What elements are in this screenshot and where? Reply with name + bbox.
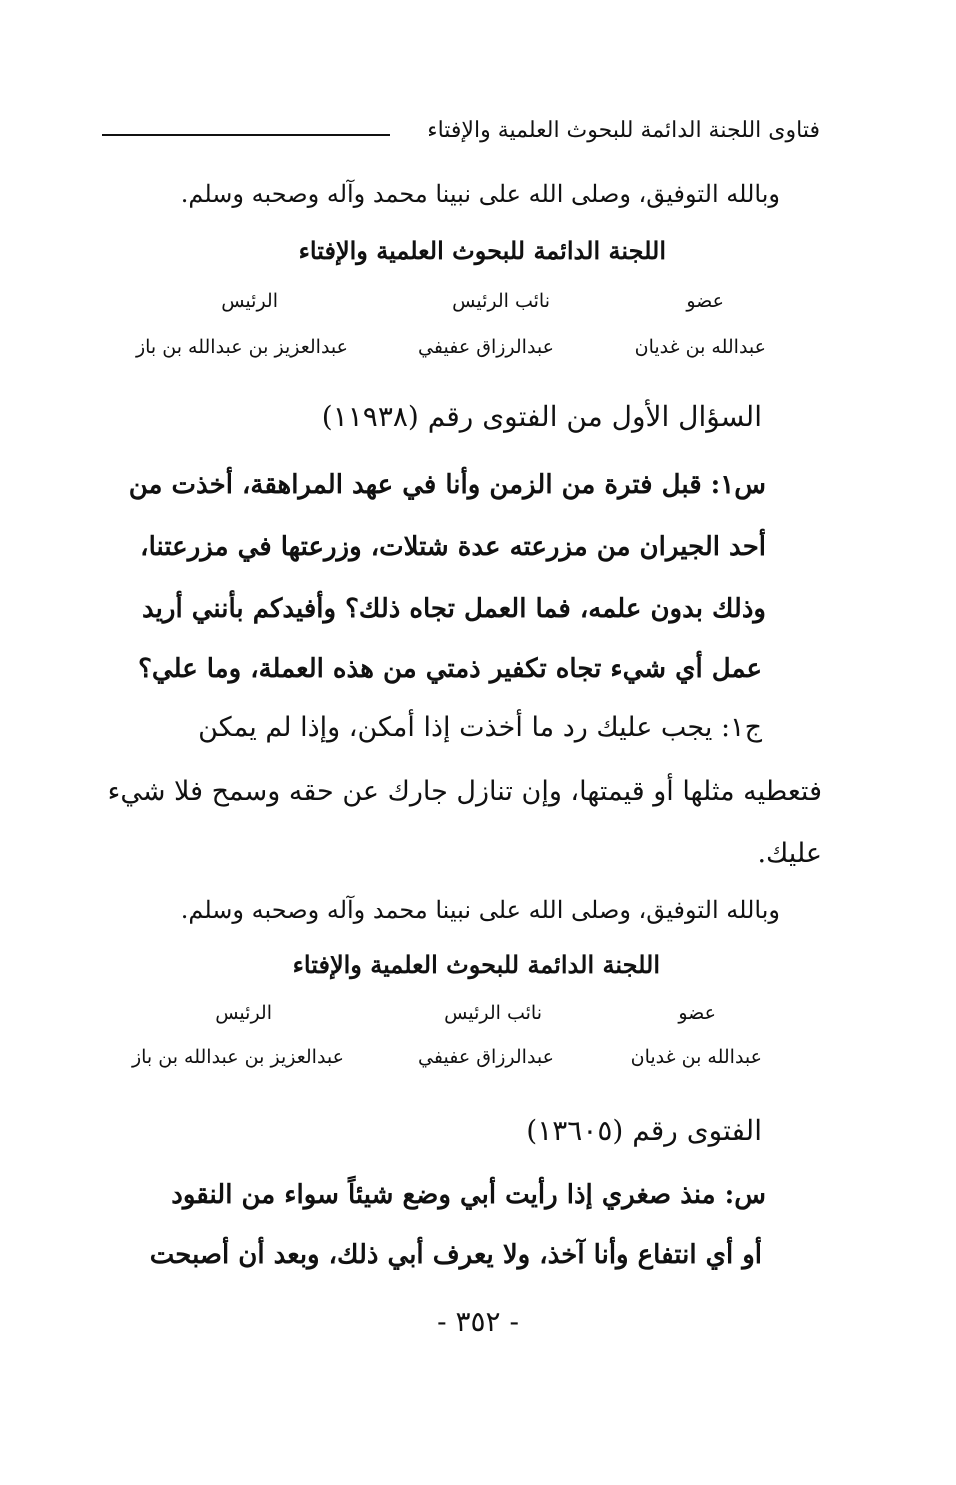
fatwa-heading-1: السؤال الأول من الفتوى رقم (١١٩٣٨) (321, 400, 762, 433)
fatwa-heading-2: الفتوى رقم (١٣٦٠٥) (526, 1114, 762, 1147)
question-1-line-1: س١: قبل فترة من الزمن وأنا في عهد المراهقة، أخذت من (128, 470, 766, 500)
signatory-name-vice-2: عبدالرزاق عفيفي (418, 1046, 554, 1068)
question-2-line-1: س: منذ صغري إذا رأيت أبي وضع شيئاً سواء من النقود (171, 1180, 766, 1210)
signatory-role-member-2: عضو (678, 1002, 716, 1024)
page-number: - ٣٥٢ - (437, 1305, 519, 1338)
signatory-name-chair-1: عبدالعزيز بن عبدالله بن باز (135, 336, 348, 358)
question-1-line-2: أحد الجيران من مزرعته عدة شتلات، وزرعتها في مزرعتنا، (140, 532, 766, 562)
question-1-line-4: عمل أي شيء تجاه تكفير ذمتي من هذه العملة، وما علي؟ (138, 654, 762, 684)
closing-prayer-1: وبالله التوفيق، وصلى الله على نبينا محمد وآله وصحبه وسلم. (180, 180, 780, 208)
closing-prayer-2: وبالله التوفيق، وصلى الله على نبينا محمد وآله وصحبه وسلم. (180, 896, 780, 924)
signatory-name-member-1: عبدالله بن غديان (634, 336, 766, 358)
signatory-role-vice-2: نائب الرئيس (444, 1002, 542, 1024)
signatory-role-chair-1: الرئيس (221, 290, 278, 312)
running-header-rule (102, 134, 390, 136)
answer-1-line-1: ج١: يجب عليك رد ما أخذت إذا أمكن، وإذا لم يمكن (198, 712, 762, 743)
signatory-name-chair-2: عبدالعزيز بن عبدالله بن باز (131, 1046, 344, 1068)
signatory-name-vice-1: عبدالرزاق عفيفي (418, 336, 554, 358)
running-header-title: فتاوى اللجنة الدائمة للبحوث العلمية والإفتاء (427, 118, 820, 143)
committee-name-1: اللجنة الدائمة للبحوث العلمية والإفتاء (298, 236, 666, 265)
answer-1-line-3: عليك. (757, 838, 822, 869)
signatory-name-member-2: عبدالله بن غديان (630, 1046, 762, 1068)
signatory-role-chair-2: الرئيس (215, 1002, 272, 1024)
answer-1-line-2: فتعطيه مثلها أو قيمتها، وإن تنازل جارك عن حقه وسمح فلا شيء (107, 776, 822, 807)
committee-name-2: اللجنة الدائمة للبحوث العلمية والإفتاء (292, 950, 660, 979)
signatory-role-vice-1: نائب الرئيس (452, 290, 550, 312)
question-2-line-2: أو أي انتفاع وأنا آخذ، ولا يعرف أبي ذلك، وبعد أن أصبحت (149, 1240, 762, 1270)
signatory-role-member-1: عضو (686, 290, 724, 312)
question-1-line-3: وذلك بدون علمه، فما العمل تجاه ذلك؟ وأفيدكم بأنني أريد (142, 594, 766, 624)
